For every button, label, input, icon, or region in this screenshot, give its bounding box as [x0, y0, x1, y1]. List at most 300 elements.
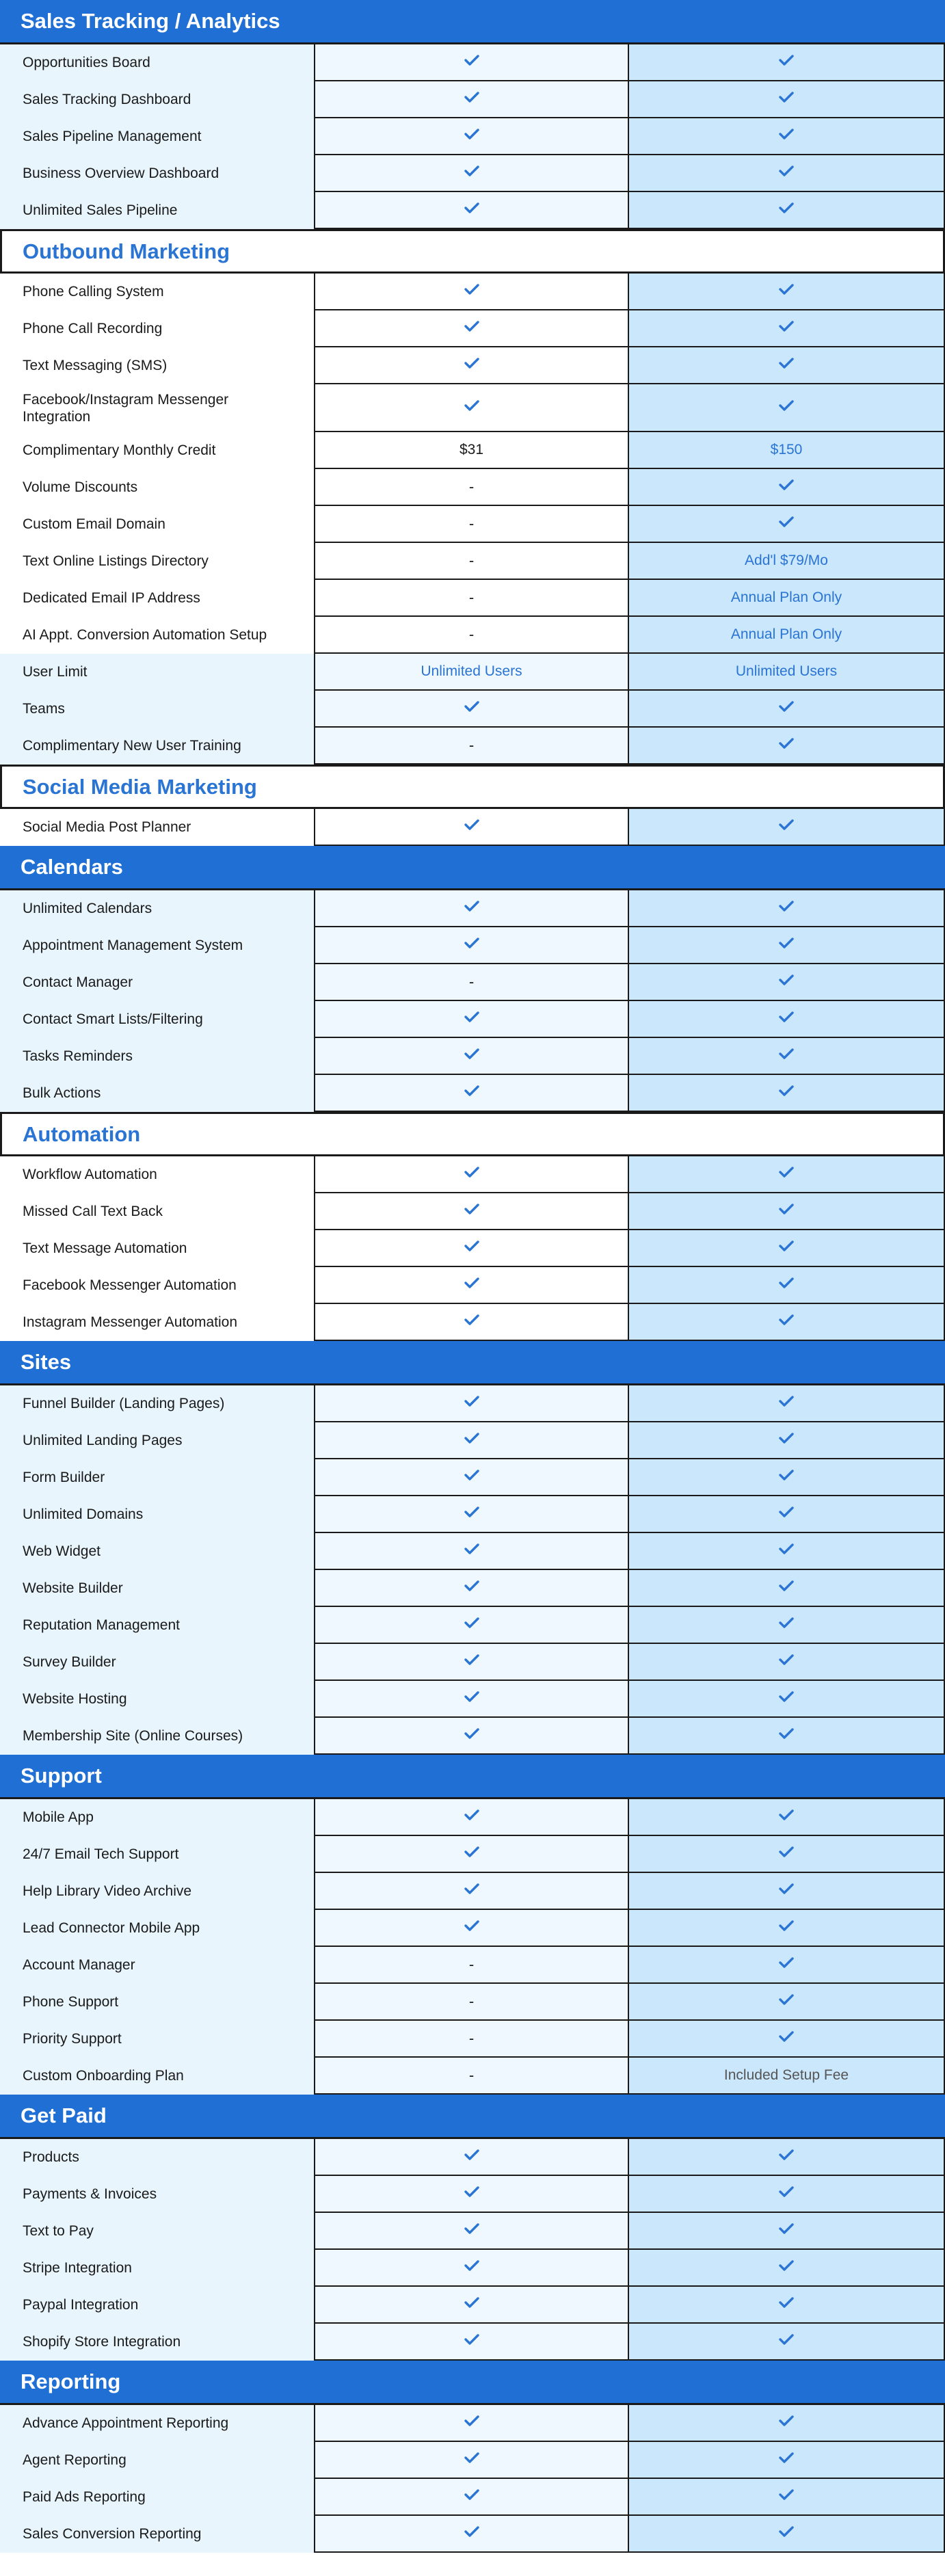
feature-label: Contact Manager [0, 964, 314, 1001]
feature-label: Business Overview Dashboard [0, 155, 314, 192]
check-cell [628, 506, 945, 543]
feature-label: Lead Connector Mobile App [0, 1910, 314, 1947]
check-icon [778, 936, 795, 954]
check-cell [314, 1156, 628, 1193]
section-header: Automation [0, 1112, 945, 1156]
check-cell [628, 347, 945, 384]
check-icon [464, 2414, 480, 2432]
check-icon [464, 1431, 480, 1449]
check-icon [778, 1845, 795, 1863]
table-row [0, 2287, 945, 2324]
table-row [0, 1873, 945, 1910]
feature-label: Facebook Messenger Automation [0, 1267, 314, 1304]
feature-label: Phone Support [0, 1984, 314, 2021]
value-cell [628, 2058, 945, 2095]
feature-label: Advance Appointment Reporting [0, 2405, 314, 2442]
check-cell [628, 1718, 945, 1755]
table-row [0, 384, 945, 432]
feature-label: Missed Call Text Back [0, 1193, 314, 1230]
check-cell [628, 1947, 945, 1984]
check-icon [464, 356, 480, 374]
feature-label: Sales Tracking Dashboard [0, 81, 314, 118]
check-icon [778, 1394, 795, 1412]
table-row [0, 1304, 945, 1341]
check-cell [314, 890, 628, 927]
table-row [0, 2250, 945, 2287]
feature-label: Membership Site (Online Courses) [0, 1718, 314, 1755]
check-cell [628, 118, 945, 155]
check-icon [778, 1202, 795, 1220]
check-icon [464, 1468, 480, 1486]
not-included-dash: - [468, 2030, 475, 2047]
feature-label: Priority Support [0, 2021, 314, 2058]
check-cell [628, 2139, 945, 2176]
check-cell [314, 2479, 628, 2516]
check-cell [314, 1075, 628, 1112]
check-icon [778, 1616, 795, 1634]
check-icon [464, 2488, 480, 2506]
not-included-dash: - [468, 626, 475, 643]
check-icon [778, 1165, 795, 1183]
dash-cell [314, 1984, 628, 2021]
table-row [0, 927, 945, 964]
feature-label: Social Media Post Planner [0, 809, 314, 846]
table-row [0, 964, 945, 1001]
check-cell [628, 1496, 945, 1533]
check-icon [778, 1276, 795, 1294]
check-cell [314, 1681, 628, 1718]
check-icon [778, 1431, 795, 1449]
check-cell [628, 274, 945, 310]
table-row [0, 432, 945, 469]
feature-label: Text Messaging (SMS) [0, 347, 314, 384]
check-cell [628, 384, 945, 432]
check-cell [628, 1910, 945, 1947]
check-icon [778, 90, 795, 108]
check-icon [464, 1394, 480, 1412]
section-header: Calendars [0, 846, 945, 890]
check-icon [464, 127, 480, 145]
check-cell [314, 1533, 628, 1570]
check-cell [314, 1718, 628, 1755]
feature-label: Unlimited Sales Pipeline [0, 192, 314, 229]
check-icon [778, 1084, 795, 1102]
table-row [0, 654, 945, 691]
check-icon [778, 1690, 795, 1708]
section-header: Sites [0, 1341, 945, 1385]
check-cell [314, 1267, 628, 1304]
feature-label: Website Builder [0, 1570, 314, 1607]
not-included-dash: - [468, 1993, 475, 2010]
check-icon [464, 1808, 480, 1826]
dash-cell [314, 506, 628, 543]
feature-label: Facebook/Instagram Messenger Integration [0, 384, 314, 432]
not-included-dash: - [468, 552, 475, 569]
check-icon [464, 90, 480, 108]
section-header: Social Media Marketing [0, 765, 945, 809]
check-cell [628, 2479, 945, 2516]
check-icon [464, 2185, 480, 2203]
check-cell [314, 691, 628, 728]
dash-cell [314, 2058, 628, 2095]
check-cell [628, 1984, 945, 2021]
check-icon [778, 2259, 795, 2276]
check-icon [464, 1239, 480, 1257]
section-header: Outbound Marketing [0, 229, 945, 274]
check-cell [628, 2021, 945, 2058]
value-text: Unlimited Users [421, 663, 522, 679]
check-icon [464, 1579, 480, 1597]
value-cell [314, 654, 628, 691]
check-icon [464, 2148, 480, 2166]
check-cell [314, 2139, 628, 2176]
check-cell [314, 384, 628, 432]
feature-label: Payments & Invoices [0, 2176, 314, 2213]
value-cell [628, 543, 945, 580]
not-included-dash: - [468, 478, 475, 495]
check-cell [628, 728, 945, 765]
check-cell [628, 2516, 945, 2553]
check-icon [464, 319, 480, 337]
table-row [0, 809, 945, 846]
not-included-dash: - [468, 589, 475, 606]
check-cell [628, 2176, 945, 2213]
check-cell [628, 1533, 945, 1570]
table-row [0, 2021, 945, 2058]
check-cell [314, 44, 628, 81]
value-text: Add'l $79/Mo [745, 553, 828, 568]
check-icon [464, 1542, 480, 1560]
check-icon [464, 1653, 480, 1671]
check-cell [314, 1570, 628, 1607]
check-icon [778, 1505, 795, 1523]
check-cell [628, 809, 945, 846]
value-text: Unlimited Users [735, 663, 838, 679]
check-icon [778, 1653, 795, 1671]
feature-label: Sales Conversion Reporting [0, 2516, 314, 2553]
table-row [0, 543, 945, 580]
table-row [0, 1385, 945, 1422]
check-cell [628, 1799, 945, 1836]
check-icon [464, 2451, 480, 2469]
table-row [0, 118, 945, 155]
check-cell [628, 155, 945, 192]
check-cell [314, 1799, 628, 1836]
table-row [0, 1267, 945, 1304]
feature-label: Custom Onboarding Plan [0, 2058, 314, 2095]
check-icon [464, 936, 480, 954]
feature-label: Sales Pipeline Management [0, 118, 314, 155]
check-cell [314, 118, 628, 155]
check-cell [628, 1156, 945, 1193]
not-included-dash: - [468, 973, 475, 990]
check-icon [778, 201, 795, 219]
not-included-dash: - [468, 2067, 475, 2084]
check-icon [464, 53, 480, 71]
check-icon [778, 1239, 795, 1257]
check-cell [314, 2287, 628, 2324]
check-cell [628, 1681, 945, 1718]
feature-label: Mobile App [0, 1799, 314, 1836]
section-header: Reporting [0, 2361, 945, 2405]
value-text: $31 [459, 442, 484, 457]
feature-label: Tasks Reminders [0, 1038, 314, 1075]
feature-label: Paypal Integration [0, 2287, 314, 2324]
check-cell [314, 1644, 628, 1681]
feature-label: Website Hosting [0, 1681, 314, 1718]
not-included-dash: - [468, 1956, 475, 1973]
check-cell [628, 1304, 945, 1341]
check-icon [464, 1845, 480, 1863]
check-icon [778, 53, 795, 71]
check-icon [464, 1727, 480, 1744]
check-icon [464, 282, 480, 300]
feature-label: Phone Calling System [0, 274, 314, 310]
check-icon [778, 399, 795, 416]
feature-label: Instagram Messenger Automation [0, 1304, 314, 1341]
value-text: Annual Plan Only [730, 626, 842, 642]
table-row [0, 347, 945, 384]
check-cell [628, 2250, 945, 2287]
check-icon [778, 1993, 795, 2010]
section-header: Get Paid [0, 2095, 945, 2139]
check-cell [628, 2442, 945, 2479]
feature-label: Shopify Store Integration [0, 2324, 314, 2361]
table-row [0, 2213, 945, 2250]
feature-label: Web Widget [0, 1533, 314, 1570]
table-row [0, 1836, 945, 1873]
check-cell [628, 2405, 945, 2442]
check-icon [464, 1202, 480, 1220]
table-row [0, 691, 945, 728]
check-icon [778, 2222, 795, 2240]
feature-label: Products [0, 2139, 314, 2176]
table-row [0, 81, 945, 118]
check-cell [314, 2442, 628, 2479]
check-cell [628, 2324, 945, 2361]
check-icon [464, 201, 480, 219]
check-cell [628, 1075, 945, 1112]
check-icon [778, 1727, 795, 1744]
check-cell [314, 192, 628, 229]
feature-label: Teams [0, 691, 314, 728]
feature-label: Survey Builder [0, 1644, 314, 1681]
check-icon [778, 818, 795, 836]
check-cell [628, 1001, 945, 1038]
check-cell [628, 1873, 945, 1910]
table-row [0, 1230, 945, 1267]
check-cell [628, 1459, 945, 1496]
check-icon [464, 2259, 480, 2276]
check-cell [628, 1570, 945, 1607]
table-row [0, 2479, 945, 2516]
check-cell [314, 1001, 628, 1038]
check-icon [464, 1313, 480, 1331]
check-cell [628, 691, 945, 728]
feature-label: Unlimited Landing Pages [0, 1422, 314, 1459]
check-cell [314, 2250, 628, 2287]
check-cell [314, 1422, 628, 1459]
table-row [0, 2405, 945, 2442]
check-icon [778, 1882, 795, 1900]
dash-cell [314, 1947, 628, 1984]
check-cell [628, 1193, 945, 1230]
table-row [0, 1075, 945, 1112]
table-row [0, 1496, 945, 1533]
table-row [0, 44, 945, 81]
table-row [0, 1459, 945, 1496]
value-cell [628, 654, 945, 691]
table-row [0, 1422, 945, 1459]
check-icon [778, 2488, 795, 2506]
feature-label: Unlimited Calendars [0, 890, 314, 927]
check-icon [464, 1919, 480, 1937]
table-row [0, 1570, 945, 1607]
check-cell [314, 2516, 628, 2553]
value-text: Included Setup Fee [723, 2067, 849, 2083]
check-icon [778, 478, 795, 496]
feature-label: Complimentary Monthly Credit [0, 432, 314, 469]
check-cell [628, 2213, 945, 2250]
table-row [0, 469, 945, 506]
dash-cell [314, 469, 628, 506]
check-icon [778, 164, 795, 182]
table-row [0, 1156, 945, 1193]
dash-cell [314, 617, 628, 654]
check-icon [464, 1882, 480, 1900]
table-row [0, 1984, 945, 2021]
check-icon [778, 1956, 795, 1974]
check-cell [314, 1385, 628, 1422]
check-cell [314, 1836, 628, 1873]
check-cell [628, 1230, 945, 1267]
feature-label: 24/7 Email Tech Support [0, 1836, 314, 1873]
table-row [0, 580, 945, 617]
table-row [0, 274, 945, 310]
check-icon [464, 899, 480, 917]
feature-label: Complimentary New User Training [0, 728, 314, 765]
check-cell [628, 192, 945, 229]
check-icon [778, 1468, 795, 1486]
check-icon [464, 2525, 480, 2542]
value-cell [628, 617, 945, 654]
check-cell [314, 1910, 628, 1947]
feature-label: Stripe Integration [0, 2250, 314, 2287]
table-row [0, 155, 945, 192]
feature-label: Form Builder [0, 1459, 314, 1496]
check-cell [314, 1496, 628, 1533]
feature-label: Funnel Builder (Landing Pages) [0, 1385, 314, 1422]
check-icon [778, 1808, 795, 1826]
feature-label: Agent Reporting [0, 2442, 314, 2479]
check-cell [628, 310, 945, 347]
check-icon [778, 2185, 795, 2203]
check-cell [314, 1038, 628, 1075]
feature-label: Paid Ads Reporting [0, 2479, 314, 2516]
check-cell [314, 1193, 628, 1230]
check-icon [778, 899, 795, 917]
check-cell [314, 81, 628, 118]
table-row [0, 1681, 945, 1718]
feature-label: Text Online Listings Directory [0, 543, 314, 580]
table-row [0, 617, 945, 654]
feature-label: Workflow Automation [0, 1156, 314, 1193]
check-icon [778, 973, 795, 991]
feature-label: Opportunities Board [0, 44, 314, 81]
table-row [0, 1947, 945, 1984]
dash-cell [314, 728, 628, 765]
check-cell [628, 964, 945, 1001]
value-text: Annual Plan Only [730, 589, 842, 605]
value-cell [314, 432, 628, 469]
table-row [0, 2176, 945, 2213]
not-included-dash: - [468, 515, 475, 532]
check-icon [464, 399, 480, 416]
check-icon [464, 1690, 480, 1708]
table-row [0, 2442, 945, 2479]
section-header: Support [0, 1755, 945, 1799]
check-icon [464, 2333, 480, 2350]
check-icon [464, 1010, 480, 1028]
feature-label: Bulk Actions [0, 1075, 314, 1112]
check-cell [628, 1607, 945, 1644]
check-cell [628, 1836, 945, 1873]
check-icon [778, 2451, 795, 2469]
table-row [0, 310, 945, 347]
table-row [0, 192, 945, 229]
table-row [0, 1038, 945, 1075]
table-row [0, 2058, 945, 2095]
check-cell [314, 2176, 628, 2213]
check-cell [628, 927, 945, 964]
feature-label: Help Library Video Archive [0, 1873, 314, 1910]
check-cell [628, 1422, 945, 1459]
check-icon [778, 1919, 795, 1937]
check-cell [628, 1038, 945, 1075]
check-icon [464, 2222, 480, 2240]
check-icon [464, 818, 480, 836]
feature-label: Volume Discounts [0, 469, 314, 506]
check-icon [778, 2414, 795, 2432]
dash-cell [314, 2021, 628, 2058]
check-icon [464, 1165, 480, 1183]
check-cell [314, 2324, 628, 2361]
table-row [0, 2516, 945, 2553]
feature-label: Account Manager [0, 1947, 314, 1984]
table-row [0, 2324, 945, 2361]
check-icon [778, 515, 795, 533]
value-cell [628, 432, 945, 469]
check-cell [314, 1607, 628, 1644]
check-icon [778, 700, 795, 717]
check-cell [314, 2405, 628, 2442]
table-row [0, 1644, 945, 1681]
feature-label: Dedicated Email IP Address [0, 580, 314, 617]
check-icon [464, 164, 480, 182]
dash-cell [314, 964, 628, 1001]
check-icon [778, 356, 795, 374]
check-icon [778, 2148, 795, 2166]
table-row [0, 506, 945, 543]
check-cell [314, 155, 628, 192]
check-icon [778, 1542, 795, 1560]
check-icon [778, 1047, 795, 1065]
dash-cell [314, 543, 628, 580]
table-row [0, 1001, 945, 1038]
check-cell [628, 890, 945, 927]
check-icon [778, 1579, 795, 1597]
check-icon [778, 1010, 795, 1028]
